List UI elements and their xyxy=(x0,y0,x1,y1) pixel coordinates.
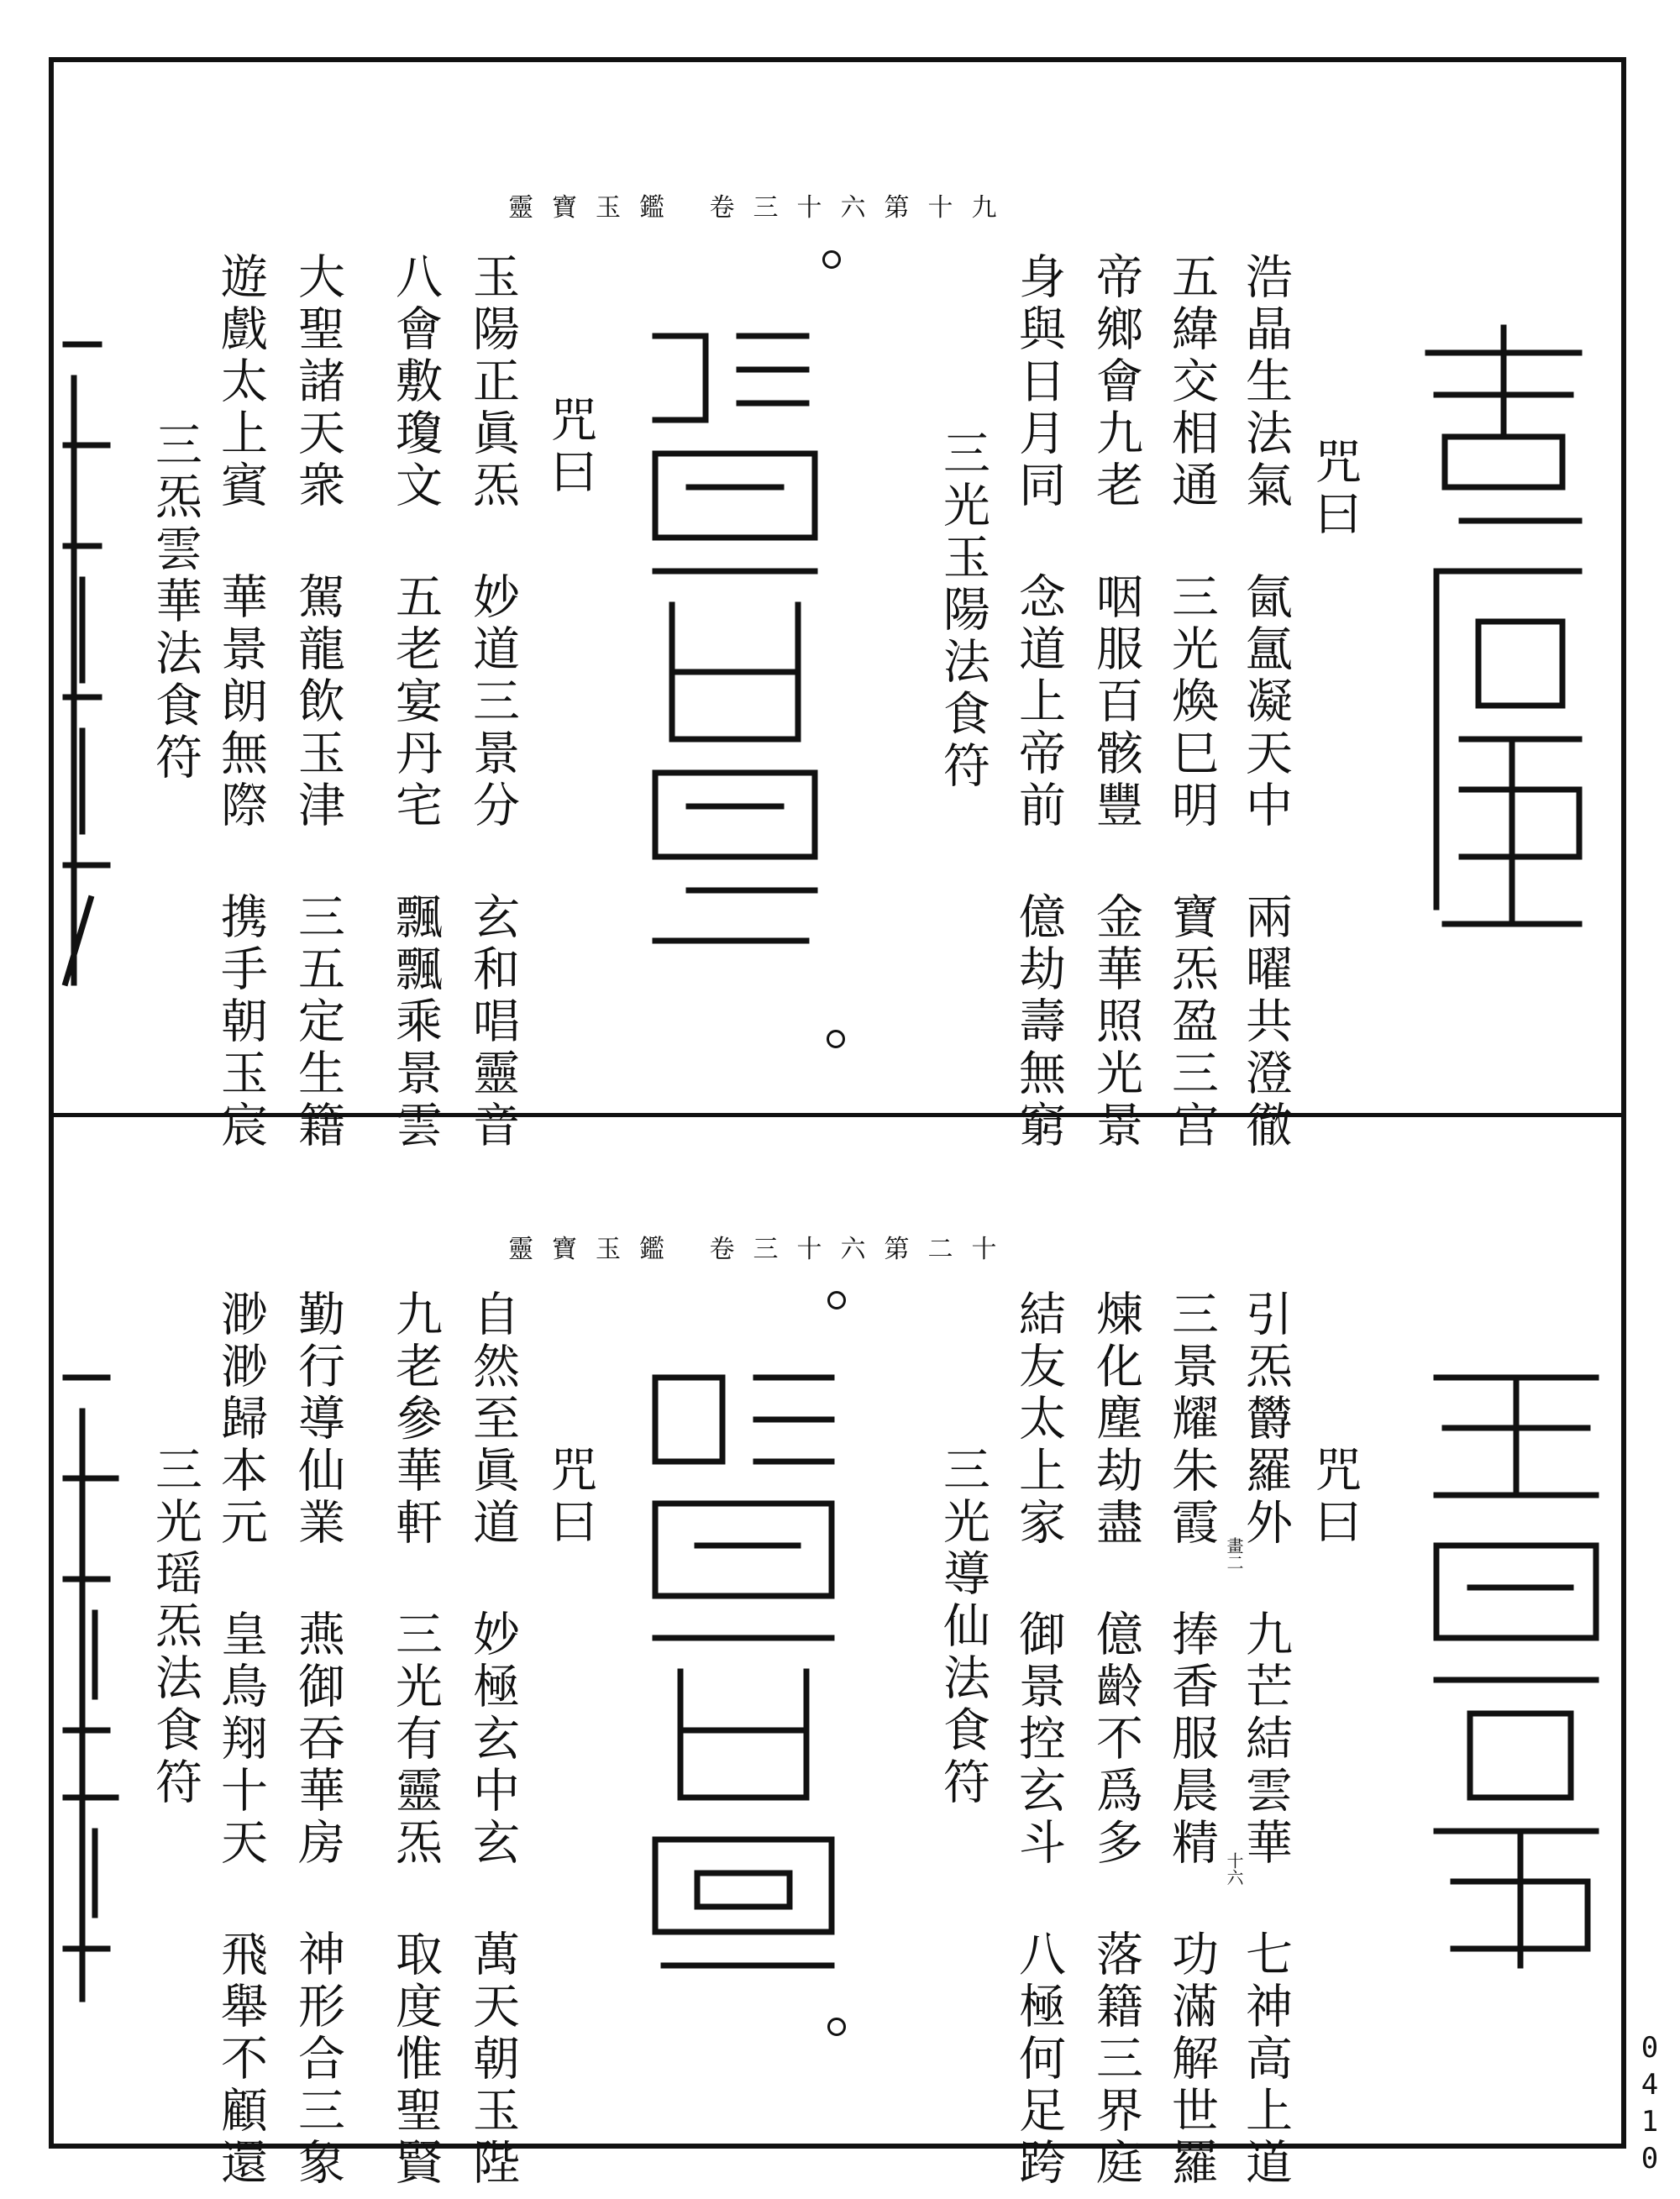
circle-mark xyxy=(827,1030,845,1048)
annotation-note: 十六 xyxy=(1224,1852,1244,1886)
talisman-seal-top-middle xyxy=(638,319,832,974)
bottom-col-3: 三景耀朱霞 捧香服晨精 功滿解世羅 xyxy=(1164,1289,1219,2190)
bottom-col-4: 煉化塵劫盡 億齡不爲多 落籍三界庭 xyxy=(1089,1289,1143,2190)
talisman-seal-top-left xyxy=(49,328,116,1000)
top-col-11: 遊戲太上賓 華景朗無際 携手朝玉宸 xyxy=(213,252,268,1152)
bottom-col-1: 咒曰 xyxy=(1307,1445,1362,1549)
page-number: 0410 xyxy=(1633,2031,1667,2179)
talisman-seal-bottom-left xyxy=(49,1361,124,2016)
circle-mark xyxy=(822,250,841,269)
top-col-4: 帝鄉會九老 咽服百骸豐 金華照光景 xyxy=(1089,252,1143,1152)
bottom-col-2: 引炁欝羅外 九芒結雲華 七神高上道 xyxy=(1238,1289,1293,2190)
top-col-1: 咒曰 xyxy=(1307,437,1362,541)
talisman-seal-bottom-middle xyxy=(638,1361,848,1982)
top-col-2: 浩晶生法氣 氤氲凝天中 兩曜共澄徹 xyxy=(1238,252,1293,1152)
circle-mark xyxy=(827,2018,846,2036)
bottom-col-11: 渺渺歸本元 皇鳥翔十天 飛舉不顧還 xyxy=(213,1289,268,2190)
top-col-8: 玉陽正眞炁 妙道三景分 玄和唱靈音 xyxy=(465,252,520,1152)
page-divider xyxy=(49,1113,1626,1117)
bottom-col-9: 九老參華軒 三光有靈炁 取度惟聖賢 xyxy=(388,1289,443,2190)
top-col-9: 八會敷瓊文 五老宴丹宅 飄飄乘景雲 xyxy=(388,252,443,1152)
top-col-5: 身與日月同 念道上帝前 億劫壽無窮 xyxy=(1011,252,1066,1152)
talisman-seal-top-right xyxy=(1411,319,1604,974)
top-col-6: 三光玉陽法食符 xyxy=(936,428,990,793)
top-col-7: 咒曰 xyxy=(543,395,597,499)
bottom-col-10: 勤行導仙業 燕御吞華房 神形合三象 xyxy=(291,1289,345,2190)
annotation-note: 畫二 xyxy=(1224,1537,1244,1571)
bottom-col-7: 咒曰 xyxy=(543,1445,597,1549)
bottom-col-6: 三光導仙法食符 xyxy=(936,1445,990,1809)
talisman-seal-bottom-right xyxy=(1420,1361,1613,1982)
circle-mark xyxy=(827,1291,846,1309)
bottom-col-12: 三光瑶炁法食符 xyxy=(148,1445,202,1809)
bottom-header: 靈寶玉鑑 卷三十六第二十 xyxy=(508,1235,1016,1264)
top-col-10: 大聖諸天衆 駕龍飲玉津 三五定生籍 xyxy=(291,252,345,1152)
top-header: 靈寶玉鑑 卷三十六第十九 xyxy=(508,193,1016,223)
top-col-12: 三炁雲華法食符 xyxy=(148,420,202,785)
bottom-col-8: 自然至眞道 妙極玄中玄 萬天朝玉陛 xyxy=(465,1289,520,2190)
bottom-col-5: 結友太上家 御景控玄斗 八極何足跨 xyxy=(1011,1289,1066,2190)
top-col-3: 五緯交相通 三光煥巳明 寶炁盈三宫 xyxy=(1164,252,1219,1152)
